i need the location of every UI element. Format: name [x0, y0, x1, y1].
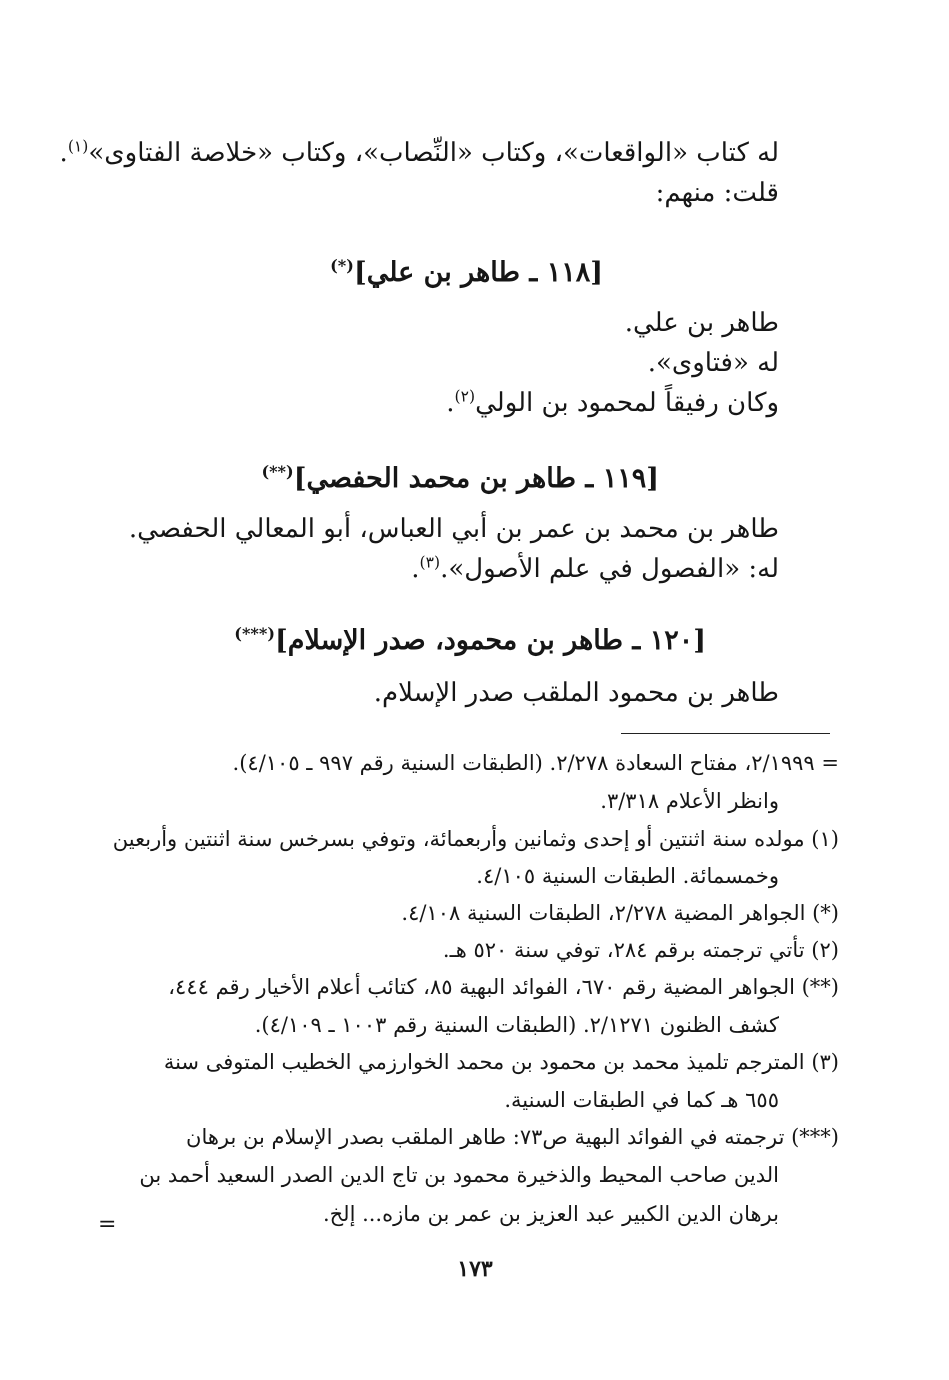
footnote-ref-triple-star[interactable]: (***)	[234, 624, 276, 643]
entry-118-line-1	[625, 308, 779, 338]
entry-118-line-2	[648, 348, 779, 378]
footnote-ref-star[interactable]: (*)	[330, 256, 354, 275]
page-number: ١٧٣	[457, 1256, 493, 1282]
intro-line-2	[656, 178, 779, 208]
entry-120-line-1	[374, 678, 779, 708]
footnote-line: وانظر الأعلام ٣/٣١٨.	[600, 789, 779, 813]
entry-119-line-2	[411, 554, 779, 584]
continuation-mark: =	[98, 1212, 117, 1237]
intro-line-1	[60, 138, 779, 168]
footnote-ref-1[interactable]: (١)	[67, 137, 89, 156]
footnote-line: الدين صاحب المحيط والذخيرة محمود بن تاج الدين الصدر السعيد أحمد بن	[139, 1163, 779, 1187]
footnote-line: = ٢/١٩٩٩، مفتاح السعادة ٢/٢٧٨. (الطبقات السنية رقم ٩٩٧ ـ ٤/١٠٥).	[232, 751, 839, 775]
intro-text-2: قلت: منهم:	[655, 178, 779, 208]
entry-118-text-2: له «فتاوى».	[647, 348, 779, 378]
footnote-line: (***) ترجمته في الفوائد البهية ص٧٣: طاهر الملقب بصدر الإسلام بن برهان	[186, 1125, 839, 1149]
footnote-ref-2[interactable]: (٢)	[454, 387, 476, 406]
entry-119-line-1	[129, 514, 779, 544]
intro-text-1: له كتاب «الواقعات»، وكتاب «النِّصاب»، وكتاب «خلاصة الفتاوى»	[88, 138, 779, 168]
entry-120-heading	[234, 625, 706, 656]
intro-period: .	[59, 138, 68, 168]
entry-119-text-1: طاهر بن محمد بن عمر بن أبي العباس، أبو المعالي الحفصي.	[128, 514, 779, 544]
footnote-ref-3[interactable]: (٣)	[419, 553, 441, 572]
entry-118-text-1: طاهر بن علي.	[624, 308, 779, 338]
entry-119-text-2: له: «الفصول في علم الأصول».	[440, 554, 779, 584]
footnote-separator	[621, 733, 830, 734]
footnote-line: (*) الجواهر المضية ٢/٢٧٨، الطبقات السنية ٤/١٠٨.	[401, 901, 839, 925]
footnote-line: كشف الظنون ٢/١٢٧١. (الطبقات السنية رقم ١٠٠٣ ـ ٤/١٠٩).	[254, 1013, 779, 1037]
entry-118-title: [١١٨ ـ طاهر بن علي]	[353, 257, 603, 288]
footnote-line: (١) مولده سنة اثنتين أو إحدى وثمانين وأربعمائة، وتوفي بسرخس سنة اثنتين وأربعين	[112, 827, 839, 851]
entry-118-line-3	[446, 388, 779, 418]
entry-119-title: [١١٩ ـ طاهر بن محمد الحفصي]	[293, 463, 659, 494]
entry-120-text-1: طاهر بن محمود الملقب صدر الإسلام.	[373, 678, 779, 708]
entry-119-period: .	[411, 554, 420, 584]
entry-118-heading	[330, 257, 603, 288]
entry-119-heading	[261, 463, 659, 494]
entry-120-title: [١٢٠ ـ طاهر بن محمود، صدر الإسلام]	[275, 625, 706, 656]
footnote-ref-double-star[interactable]: (**)	[261, 462, 294, 481]
footnote-line: (**) الجواهر المضية رقم ٦٧٠، الفوائد البهية ٨٥، كتائب أعلام الأخيار رقم ٤٤٤،	[168, 975, 839, 999]
footnote-line: (٣) المترجم تلميذ محمد بن محمود بن محمد الخوارزمي الخطيب المتوفى سنة	[163, 1050, 839, 1074]
footnote-line: (٢) تأتي ترجمته برقم ٢٨٤، توفي سنة ٥٢٠ هـ.	[442, 938, 839, 962]
entry-118-text-3: وكان رفيقاً لمحمود بن الولي	[475, 388, 779, 418]
footnote-line: وخمسمائة. الطبقات السنية ٤/١٠٥.	[476, 864, 779, 888]
footnote-line: ٦٥٥ هـ كما في الطبقات السنية.	[504, 1088, 779, 1112]
footnote-line: برهان الدين الكبير عبد العزيز بن عمر بن مازه... إلخ.	[322, 1202, 779, 1226]
entry-118-period: .	[446, 388, 455, 418]
